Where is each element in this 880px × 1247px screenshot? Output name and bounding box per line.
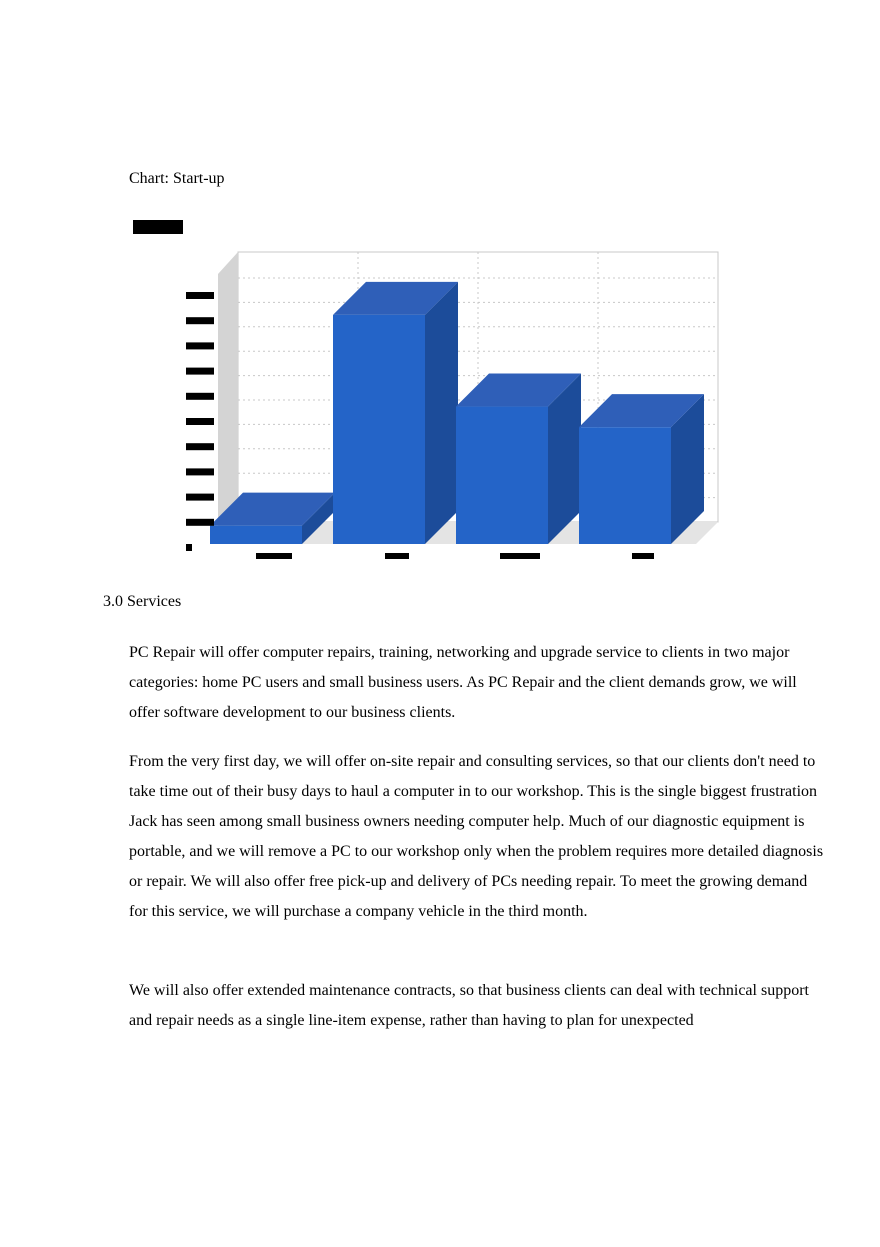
- chart-caption: Chart: Start-up: [129, 170, 225, 187]
- y-tick-label-redacted: [186, 443, 214, 450]
- x-tick-label-redacted: [256, 553, 292, 559]
- startup-chart-svg: [120, 212, 730, 572]
- y-tick-label-redacted: [186, 418, 214, 425]
- y-tick-label-redacted: [186, 544, 192, 551]
- x-tick-label-redacted: [385, 553, 409, 559]
- bar-side: [425, 282, 458, 544]
- x-tick-label-redacted: [500, 553, 540, 559]
- bar: [333, 315, 425, 544]
- axis-title-redacted: [133, 220, 183, 234]
- y-tick-label-redacted: [186, 468, 214, 475]
- bar: [210, 526, 302, 544]
- y-tick-label-redacted: [186, 368, 214, 375]
- y-tick-label-redacted: [186, 393, 214, 400]
- y-tick-label-redacted: [186, 519, 214, 526]
- x-tick-label-redacted: [632, 553, 654, 559]
- y-tick-label-redacted: [186, 494, 214, 501]
- services-paragraph-1: PC Repair will offer computer repairs, training, networking and upgrade service to clients in two major categories: home PC users and small business users. As PC Repair and the client demands grow, we will offer software development to our business clients.: [129, 644, 797, 721]
- chart-left-wall: [218, 252, 238, 544]
- section-heading: 3.0 Services: [103, 593, 182, 610]
- services-paragraph-3: We will also offer extended maintenance contracts, so that business clients can deal with technical support and repair needs as a single line-item expense, rather than having to plan for unexpected: [129, 982, 809, 1029]
- bar: [579, 427, 671, 544]
- bar: [456, 407, 548, 544]
- y-tick-label-redacted: [186, 292, 214, 299]
- y-tick-label-redacted: [186, 342, 214, 349]
- services-paragraph-2: From the very first day, we will offer on-site repair and consulting services, so that our clients don't need to take time out of their busy days to haul a computer in to our workshop. This is the single biggest frustration Jack has seen among small business owners needing computer help. Much of our diagnostic equipment is portable, and we will remove a PC to our workshop only when the problem requires more detailed diagnosis or repair. We will also offer free pick-up and delivery of PCs needing repair. To meet the growing demand for this service, we will purchase a company vehicle in the third month.: [129, 753, 824, 920]
- startup-chart: [120, 212, 730, 572]
- y-tick-label-redacted: [186, 317, 214, 324]
